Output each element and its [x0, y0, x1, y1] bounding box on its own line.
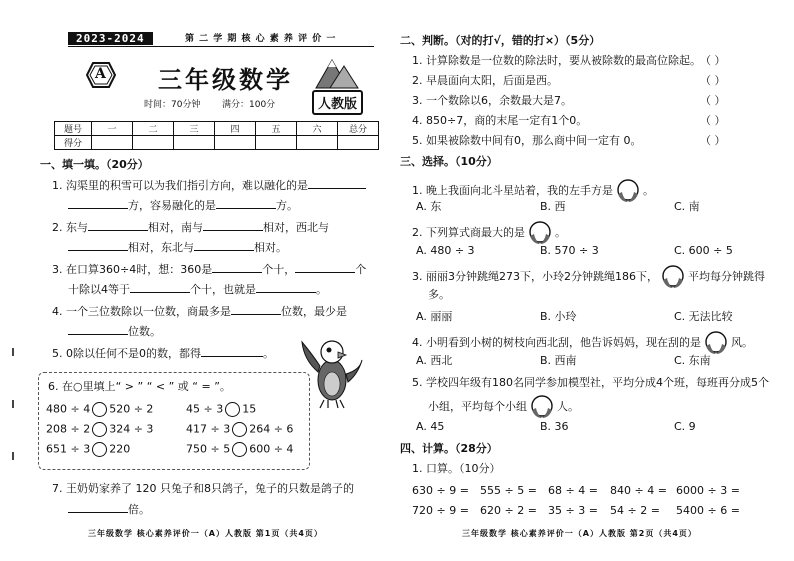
question-4-line-2 [68, 324, 161, 339]
question-text: 十除以4等于 [68, 283, 130, 296]
question-text: 相对，西北与 [263, 221, 329, 234]
score-input-cell[interactable] [256, 136, 297, 150]
judge-answer-paren[interactable]: （ ） [700, 74, 726, 87]
answer-blank[interactable] [68, 324, 128, 335]
answer-blank[interactable] [68, 240, 128, 251]
question-text: 个 [355, 263, 367, 276]
choice-option[interactable]: A. 丽丽 [416, 310, 453, 323]
score-table-header-row [55, 122, 379, 136]
compare-left-expr: 417 ÷ 3 [186, 422, 231, 436]
mountain-logo-icon [312, 54, 360, 90]
choice-question [412, 220, 566, 246]
calc-item[interactable]: 840 ÷ 4 = [610, 484, 667, 497]
compare-circle[interactable] [92, 422, 107, 437]
binding-mark [12, 400, 14, 408]
question-4 [52, 304, 347, 319]
calc-item[interactable]: 5400 ÷ 6 = [676, 504, 740, 517]
judge-item: 5. 如果被除数中间有0，那么商中间一定有 0。 [412, 134, 642, 147]
section-3-title: 三、选择。（10分） [400, 155, 498, 168]
answer-blank[interactable] [88, 220, 148, 231]
question-7: 7. 王奶奶家养了 120 只兔子和8只鸽子，兔子的只数是鸽子的 [52, 482, 354, 495]
compare-left-expr: 208 ÷ 2 [46, 422, 91, 436]
score-input-cell[interactable] [133, 136, 174, 150]
question-text: 相对。 [254, 241, 287, 254]
choice-option[interactable]: A. 45 [416, 420, 445, 433]
calc-item[interactable]: 6000 ÷ 3 = [676, 484, 740, 497]
answer-blank[interactable] [212, 262, 262, 273]
score-input-cell[interactable] [215, 136, 256, 150]
judge-item: 2. 早晨面向太阳，后面是西。 [412, 74, 558, 87]
choice-question-line-2: 多。 [428, 288, 450, 301]
answer-blank[interactable] [194, 240, 254, 251]
question-text: 相对，南与 [148, 221, 203, 234]
compare-left-expr: 750 ÷ 5 [186, 442, 231, 456]
calc-item[interactable]: 620 ÷ 2 = [480, 504, 537, 517]
compare-row [186, 422, 293, 437]
question-text: 位数，最少是 [281, 305, 347, 318]
choice-option[interactable]: C. 9 [674, 420, 696, 433]
compare-row [186, 402, 256, 417]
question-text: 5. 0除以任何不是0的数，都得 [52, 347, 201, 360]
judge-answer-paren[interactable]: （ ） [700, 54, 726, 67]
choice-question [412, 330, 753, 356]
compare-left-expr: 651 ÷ 3 [46, 442, 91, 456]
calc-item[interactable]: 68 ÷ 4 = [548, 484, 598, 497]
binding-mark [12, 348, 14, 356]
score-input-cell[interactable] [338, 136, 379, 150]
choice-question [412, 264, 765, 290]
answer-blank[interactable] [68, 198, 128, 209]
question-text: 1. 晚上我面向北斗星站着，我的左手方是 [412, 184, 613, 197]
question-2 [52, 220, 329, 235]
choice-option[interactable]: A. 东 [416, 200, 442, 213]
compare-circle[interactable] [232, 422, 247, 437]
question-5 [52, 346, 274, 361]
choice-option[interactable]: B. 36 [540, 420, 569, 433]
calc-item[interactable]: 54 ÷ 2 = [610, 504, 660, 517]
compare-circle[interactable] [232, 442, 247, 457]
score-table [54, 121, 379, 150]
choice-question: 5. 学校四年级有180名同学参加模型社，平均分成4个班，每班再分成5个 [412, 376, 769, 389]
compare-circle[interactable] [92, 402, 107, 417]
wreath-answer-icon[interactable] [527, 394, 557, 420]
question-6-title: 6. 在○里填上“ > ” “ < ” 或 “ = ”。 [48, 380, 231, 393]
binding-mark [12, 452, 14, 460]
year-label: 2023-2024 [68, 32, 153, 45]
compare-right-expr: 600 ÷ 4 [249, 442, 294, 456]
compare-left-expr: 480 ÷ 4 [46, 402, 91, 416]
compare-right-expr: 15 [242, 402, 257, 416]
score-cell: 题号 [55, 122, 92, 136]
calc-item[interactable]: 720 ÷ 9 = [412, 504, 469, 517]
judge-answer-paren[interactable]: （ ） [700, 94, 726, 107]
compare-right-expr: 264 ÷ 6 [249, 422, 294, 436]
compare-row [46, 402, 153, 417]
edition-badge: 人教版 [312, 90, 363, 115]
header-rule [68, 46, 374, 47]
question-text: 。 [316, 283, 327, 296]
score-input-cell[interactable] [174, 136, 215, 150]
question-text: 2. 东与 [52, 221, 88, 234]
compare-circle[interactable] [225, 402, 240, 417]
score-cell: 三 [174, 122, 215, 136]
answer-blank[interactable] [68, 502, 128, 513]
question-2-line-2 [68, 240, 287, 255]
choice-option[interactable]: A. 西北 [416, 354, 453, 367]
section-2-title: 二、判断。（对的打√，错的打×）（5分） [400, 34, 601, 47]
compare-row [186, 442, 293, 457]
choice-option[interactable]: C. 南 [674, 200, 700, 213]
score-cell: 得分 [55, 136, 92, 150]
judge-item: 1. 计算除数是一位数的除法时，要从被除数的最高位除起。 [412, 54, 701, 67]
wreath-answer-icon[interactable] [613, 178, 643, 204]
choice-option[interactable]: B. 570 ÷ 3 [540, 244, 599, 257]
question-text: 风。 [731, 336, 753, 349]
choice-question-line-2 [428, 394, 579, 420]
question-text: 1. 沟渠里的积雪可以为我们指引方向，难以融化的是 [52, 179, 308, 192]
section-1-title: 一、填一填。（20分） [40, 158, 149, 171]
score-input-cell[interactable] [297, 136, 338, 150]
judge-item: 3. 一个数除以6，余数最大是7。 [412, 94, 572, 107]
question-3 [52, 262, 366, 277]
question-text: 方。 [276, 199, 298, 212]
calc-item[interactable]: 555 ÷ 5 = [480, 484, 537, 497]
compare-row [46, 442, 130, 457]
score-cell: 六 [297, 122, 338, 136]
question-text: 方，容易融化的是 [128, 199, 216, 212]
score-cell: 二 [133, 122, 174, 136]
series-title: 第 二 学 期 核 心 素 养 评 价 一 [185, 34, 337, 44]
exam-time: 时间：70分钟 [144, 100, 201, 110]
answer-blank[interactable] [295, 262, 355, 273]
answer-blank[interactable] [256, 282, 316, 293]
calc-item[interactable]: 630 ÷ 9 = [412, 484, 469, 497]
question-1-line-2 [68, 198, 298, 213]
question-text: 3. 丽丽3分钟跳绳273下，小玲2分钟跳绳186下， [412, 270, 658, 283]
compare-left-expr: 45 ÷ 3 [186, 402, 224, 416]
choice-option[interactable]: C. 600 ÷ 5 [674, 244, 733, 257]
exam-full-score: 满分：100分 [222, 100, 276, 110]
question-3-line-2 [68, 282, 327, 297]
choice-option[interactable]: C. 东南 [674, 354, 711, 367]
page-title: 三年级数学 [158, 65, 293, 94]
compare-circle[interactable] [92, 442, 107, 457]
question-text: 。 [263, 347, 274, 360]
question-7-line-2 [68, 502, 150, 517]
question-text: 平均每分钟跳得 [687, 270, 765, 283]
question-text: 人。 [557, 400, 579, 413]
score-cell: 总分 [338, 122, 379, 136]
judge-answer-paren[interactable]: （ ） [700, 134, 726, 147]
answer-blank[interactable] [308, 178, 366, 189]
compare-right-expr: 324 ÷ 3 [109, 422, 154, 436]
answer-blank[interactable] [231, 304, 281, 315]
score-cell: 四 [215, 122, 256, 136]
question-text: 3. 在口算360÷4时，想：360是 [52, 263, 213, 276]
answer-blank[interactable] [201, 346, 263, 357]
score-table-score-row [55, 136, 379, 150]
choice-option[interactable]: B. 小玲 [540, 310, 577, 323]
compare-right-expr: 520 ÷ 2 [109, 402, 154, 416]
choice-option[interactable]: C. 无法比较 [674, 310, 733, 323]
question-text: 小组，平均每个小组 [428, 400, 527, 413]
question-text: 2. 下列算式商最大的是 [412, 226, 525, 239]
score-cell: 五 [256, 122, 297, 136]
question-text: 4. 小明看到小树的树枝向西北刮，他告诉妈妈，现在刮的是 [412, 336, 701, 349]
question-text: 。 [555, 226, 566, 239]
choice-option[interactable]: B. 西南 [540, 354, 577, 367]
question-text: 个十， [262, 263, 296, 276]
question-text: 个十，也就是 [190, 283, 256, 296]
wreath-answer-icon[interactable] [525, 220, 555, 246]
calc-item[interactable]: 35 ÷ 3 = [548, 504, 598, 517]
judge-item: 4. 850÷7，商的末尾一定有1个0。 [412, 114, 588, 127]
answer-blank[interactable] [130, 282, 190, 293]
question-text: 倍。 [128, 503, 150, 516]
page-footer-right: 三年级数学 核心素养评价一（A）人教版 第2页（共4页） [462, 529, 697, 538]
choice-option[interactable]: B. 西 [540, 200, 566, 213]
choice-option[interactable]: A. 480 ÷ 3 [416, 244, 475, 257]
question-text: 位数。 [128, 325, 161, 338]
section-4-title: 四、计算。（28分） [400, 442, 498, 455]
question-text: 相对，东北与 [128, 241, 194, 254]
score-input-cell[interactable] [92, 136, 133, 150]
judge-answer-paren[interactable]: （ ） [700, 114, 726, 127]
score-cell: 一 [92, 122, 133, 136]
question-text: 4. 一个三位数除以一位数，商最多是 [52, 305, 231, 318]
choice-question [412, 178, 654, 204]
page-footer-left: 三年级数学 核心素养评价一（A）人教版 第1页（共4页） [88, 529, 323, 538]
compare-right-expr: 220 [109, 442, 131, 456]
question-1 [52, 178, 366, 193]
wreath-answer-icon[interactable] [701, 330, 731, 356]
grade-badge-letter: A [95, 66, 106, 82]
wreath-answer-icon[interactable] [658, 264, 688, 290]
compare-row [46, 422, 153, 437]
calc-subtitle: 1. 口算。（10分） [412, 462, 501, 475]
answer-blank[interactable] [203, 220, 263, 231]
answer-blank[interactable] [216, 198, 276, 209]
question-text: 。 [643, 184, 654, 197]
